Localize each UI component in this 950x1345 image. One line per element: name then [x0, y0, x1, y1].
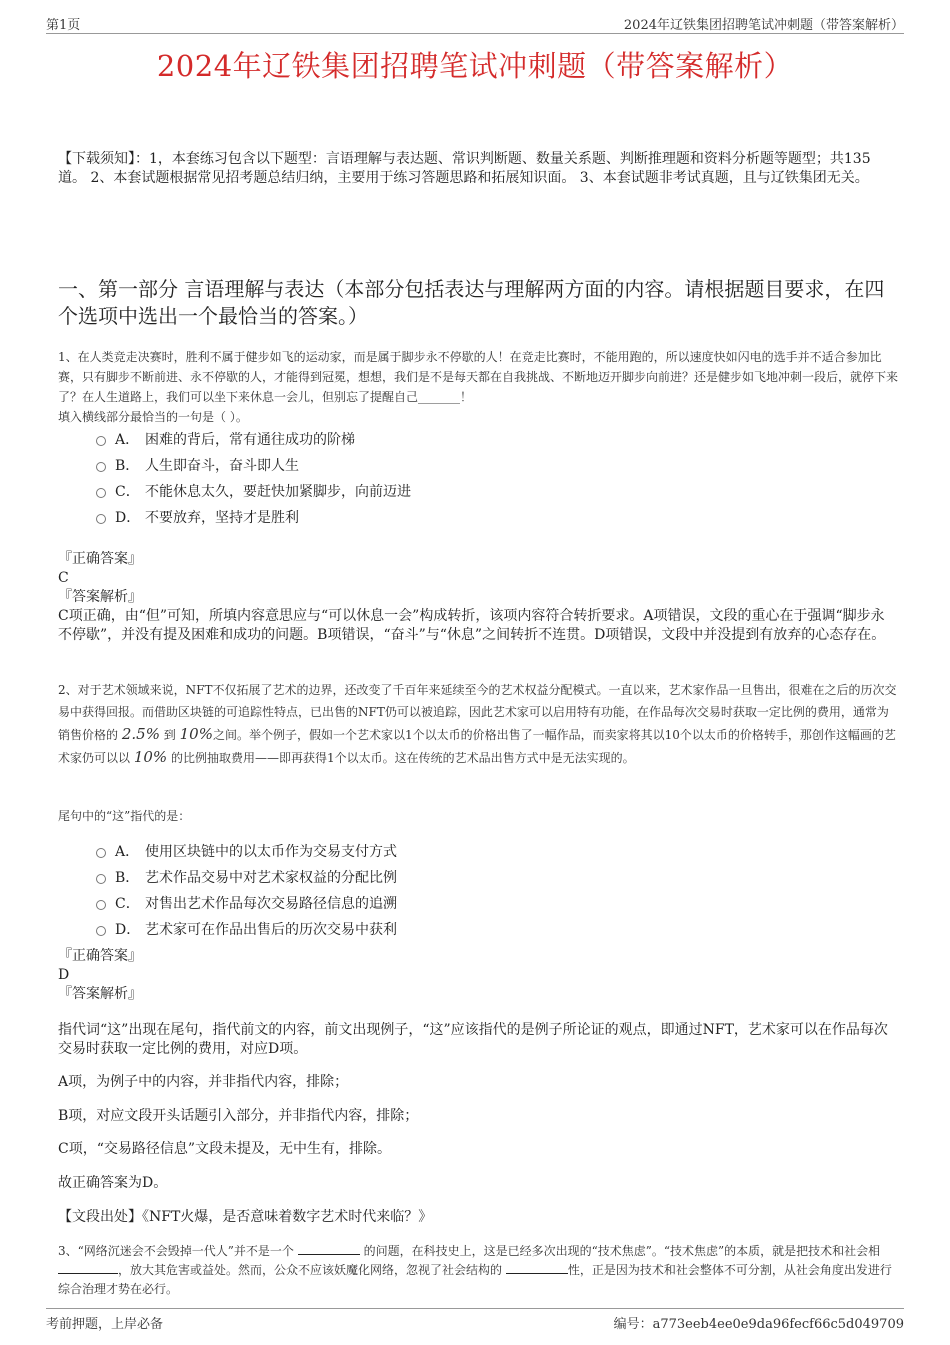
question-2-text-a: 2、对于艺术领域来说，NFT不仅拓展了艺术的边界，还改变了千百年来延续至今的艺术权益分配模式。一直以来，艺术家作品一旦售出，很难在之后的历次交易中获得回报。而借助区块链的可追踪性特点，已出售的NFT仍可以被追踪，因此艺术家可以启用特有功能，在作品每次交易时获取一定比例的费用，通常为销售价格的: [58, 683, 897, 742]
analysis-text: C项正确，由“但”可知，所填内容意思应与“可以休息一会”构成转折，该项内容符合转折要求。A项错误，文段的重心在于强调“脚步永不停歇”，并没有提及困难和成功的问题。B项错误，“奋斗”与“休息”之间转折不连贯。D项错误，文段中并没提到有放弃的心态存在。: [58, 608, 886, 643]
radio-icon[interactable]: [96, 436, 106, 446]
answer-value: C: [58, 570, 69, 586]
question-2-text-c: 的比例抽取费用——即再获得1个以太币。这在传统的艺术品出售方式中是无法实现的。: [171, 751, 635, 765]
question-3-text-b: 的问题，在科技史上，这是已经多次出现的“技术焦虑”。“技术焦虑”的本质，就是把技术和社会相: [363, 1244, 881, 1258]
fill-blank[interactable]: [506, 1261, 568, 1274]
analysis-paragraph: 故正确答案为D。: [58, 1175, 168, 1191]
section-heading: 一、第一部分 言语理解与表达（本部分包括表达与理解两方面的内容。请根据题目要求，在四个选项中选出一个最恰当的答案。）: [58, 277, 885, 328]
option-letter: D．: [115, 510, 141, 526]
option-letter: D．: [115, 922, 141, 938]
analysis-paragraph: A项，为例子中的内容，并非指代内容，排除；: [58, 1074, 349, 1090]
option-a[interactable]: [96, 838, 397, 864]
radio-icon[interactable]: [96, 874, 106, 884]
radio-icon[interactable]: [96, 926, 106, 936]
radio-icon[interactable]: [96, 900, 106, 910]
question-2-answer-block: [58, 947, 898, 1004]
percent-high: 10%: [179, 725, 213, 743]
question-1-prompt: 填入横线部分最恰当的一句是（ ）。: [58, 410, 248, 424]
option-d[interactable]: [96, 916, 397, 942]
question-1-options: [96, 426, 411, 530]
footer-doc-id: 编号：a773eeb4ee0e9da96fecf66c5d049709: [613, 1317, 904, 1332]
percent-low: 2.5%: [121, 725, 160, 743]
option-b[interactable]: [96, 864, 397, 890]
option-letter: A．: [115, 432, 140, 448]
page-title: 2024年辽铁集团招聘笔试冲刺题（带答案解析）: [156, 49, 794, 83]
option-text: 使用区块链中的以太币作为交易支付方式: [145, 844, 397, 860]
footer-slogan: 考前押题，上岸必备: [46, 1317, 164, 1332]
option-text: 困难的背后，常有通往成功的阶梯: [145, 432, 355, 448]
option-text: 艺术作品交易中对艺术家权益的分配比例: [145, 870, 397, 886]
option-text: 不要放弃，坚持才是胜利: [145, 510, 299, 526]
download-notice: 【下载须知】：1，本套练习包含以下题型：言语理解与表达题、常识判断题、数量关系题、判断推理题和资料分析题等题型；共135道。 2、本套试题根据常见招考题总结归纳，主要用于练习答题思路和拓展知识面。 3、本套试题非考试真题，且与辽铁集团无关。: [58, 151, 871, 186]
option-d[interactable]: [96, 504, 411, 530]
question-3-text-d: 性，正是因为技术和社会整体不可分割，从社会角度出发进行综合治理才势在必行。: [58, 1263, 892, 1296]
question-3-text-c: ，放大其危害或益处。然而，公众不应该妖魔化网络，忽视了社会结构的: [118, 1263, 503, 1277]
option-c[interactable]: [96, 478, 411, 504]
option-c[interactable]: [96, 890, 397, 916]
question-2-prompt: 尾句中的“这”指代的是：: [58, 809, 191, 823]
analysis-paragraph: B项，对应文段开头话题引入部分，并非指代内容，排除；: [58, 1108, 419, 1124]
question-3-text-a: 3、“网络沉迷会不会毁掉一代人”并不是一个: [58, 1244, 294, 1258]
source-citation: 【文段出处】《NFT火爆，是否意味着数字艺术时代来临？》: [58, 1209, 433, 1225]
radio-icon[interactable]: [96, 848, 106, 858]
option-text: 不能休息太久，要赶快加紧脚步，向前迈进: [145, 484, 411, 500]
header-divider: [46, 33, 904, 34]
fill-blank[interactable]: [298, 1242, 360, 1255]
option-text: 对售出艺术作品每次交易路径信息的追溯: [145, 896, 397, 912]
answer-value: D: [58, 967, 70, 983]
analysis-paragraph: C项，“交易路径信息”文段未提及，无中生有，排除。: [58, 1141, 392, 1157]
option-b[interactable]: [96, 452, 411, 478]
radio-icon[interactable]: [96, 514, 106, 524]
header-page-label: 第1页: [46, 18, 81, 33]
radio-icon[interactable]: [96, 462, 106, 472]
analysis-label: 『答案解析』: [58, 986, 142, 1002]
analysis-label: 『答案解析』: [58, 589, 142, 605]
answer-label: 『正确答案』: [58, 948, 142, 964]
footer-divider: [46, 1308, 904, 1309]
question-2-to: 到: [163, 728, 176, 742]
option-text: 人生即奋斗，奋斗即人生: [145, 458, 299, 474]
question-2-text-b: 之间。举个例子，假如一个艺术家以1个以太币的价格出售了一幅作品，而卖家将其以10个以太币的价格转手，那创作这幅画的艺术家仍可以以: [58, 728, 896, 765]
question-1-text: 1、在人类竞走决赛时，胜利不属于健步如飞的运动家，而是属于脚步永不停歇的人！在竞走比赛时，不能用跑的，所以速度快如闪电的选手并不适合参加比赛，只有脚步不断前进、永不停歇的人，才能得到冠冕，想想，我们是不是每天都在自我挑战、不断地迈开脚步向前进？还是健步如飞地冲刺一段后，就停下来了？在人生道路上，我们可以坐下来休息一会儿，但别忘了提醒自己_______！: [58, 350, 899, 404]
question-1-answer-block: [58, 550, 898, 645]
fill-blank[interactable]: [58, 1261, 118, 1274]
option-letter: C．: [115, 484, 140, 500]
header-doc-title: 2024年辽铁集团招聘笔试冲刺题（带答案解析）: [623, 18, 904, 33]
option-text: 艺术家可在作品出售后的历次交易中获利: [145, 922, 397, 938]
question-3-stem: [58, 1242, 898, 1299]
question-2-stem: [58, 679, 898, 769]
question-2-options: [96, 838, 397, 942]
option-letter: C．: [115, 896, 140, 912]
option-letter: B．: [115, 870, 140, 886]
option-letter: A．: [115, 844, 140, 860]
option-letter: B．: [115, 458, 140, 474]
radio-icon[interactable]: [96, 488, 106, 498]
option-a[interactable]: [96, 426, 411, 452]
question-1-stem: [58, 347, 898, 427]
analysis-paragraph: 指代词“这”出现在尾句，指代前文的内容，前文出现例子，“这”应该指代的是例子所论证的观点，即通过NFT，艺术家可以在作品每次交易时获取一定比例的费用，对应D项。: [58, 1022, 888, 1057]
percent-rate: 10%: [133, 748, 168, 766]
answer-label: 『正确答案』: [58, 551, 142, 567]
